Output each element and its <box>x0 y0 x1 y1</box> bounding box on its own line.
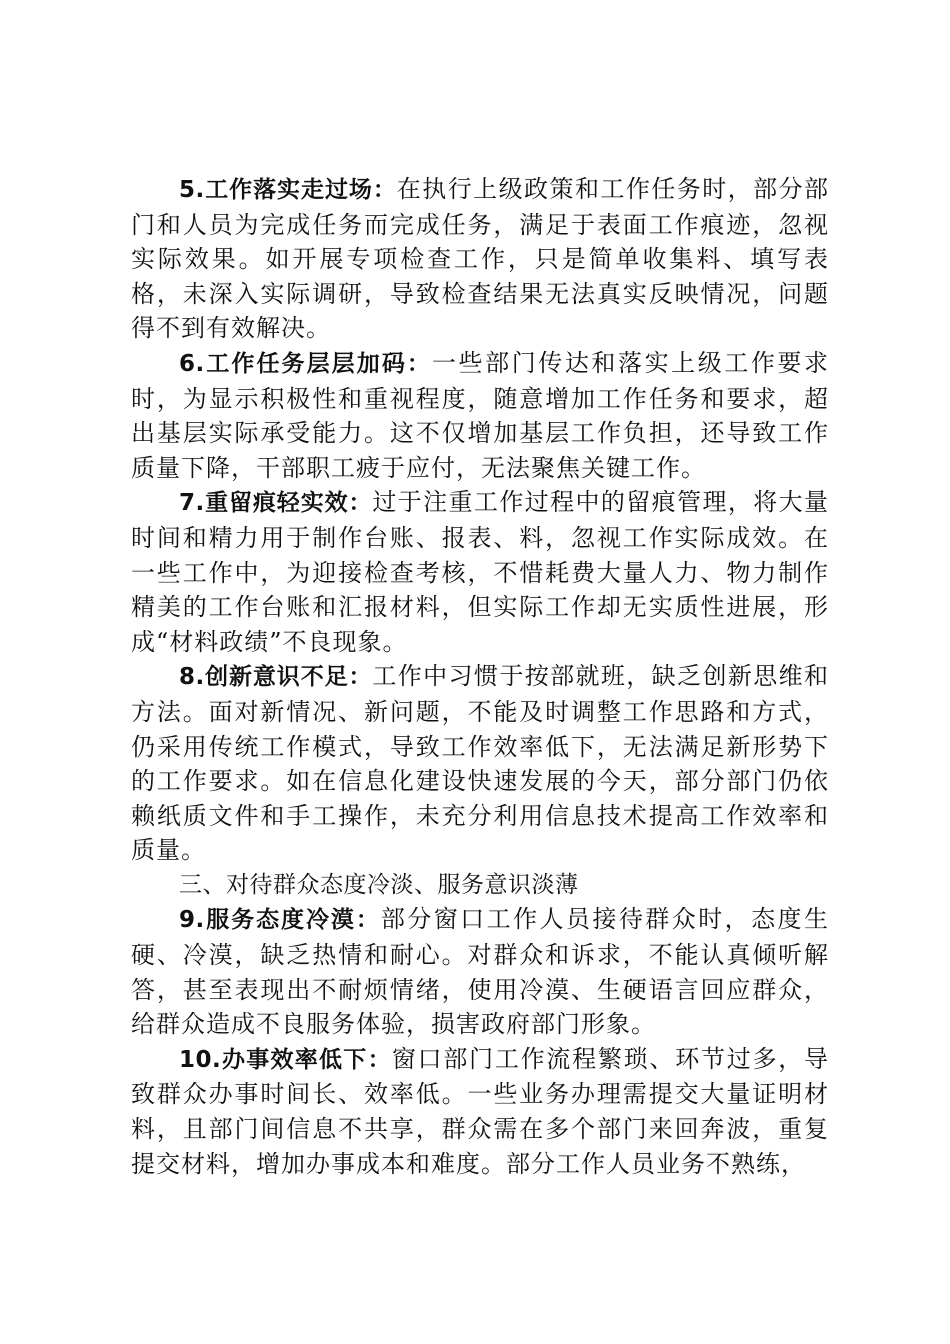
paragraph-item-8 <box>131 659 829 868</box>
item-lead: 7.重留痕轻实效： <box>179 490 373 517</box>
item-body: 一些部门传达和落实上级工作要求时，为显示积极性和重视程度，随意增加工作任务和要求，超出基层实际承受能力。这不仅增加基层工作负担，还导致工作质量下降，干部职工疲于应付，无法聚焦关键工作。 <box>131 348 830 482</box>
section-heading: 三、对待群众态度冷淡、服务意识淡薄 <box>179 871 579 898</box>
item-body: 窗口部门工作流程繁琐、环节过多，导致群众办事时间长、效率低。一些业务办理需提交大量证明材料，且部门间信息不共享，群众需在多个部门来回奔波，重复提交材料，增加办事成本和难度。部分工作人员业务不熟练， <box>131 1044 829 1178</box>
item-lead: 10.办事效率低下： <box>179 1046 392 1073</box>
item-lead: 6.工作任务层层加码： <box>179 350 432 377</box>
item-lead: 9.服务态度冷漠： <box>179 907 381 934</box>
item-body: 工作中习惯于按部就班，缺乏创新思维和方法。面对新情况、新问题，不能及时调整工作思路和方式，仍采用传统工作模式，导致工作效率低下，无法满足新形势下的工作要求。如在信息化建设快速发展的今天，部分部门仍依赖纸质文件和手工操作，未充分利用信息技术提高工作效率和质量。 <box>131 662 830 865</box>
paragraph-item-10 <box>131 1042 829 1181</box>
document-body <box>131 172 829 1181</box>
paragraph-item-9 <box>131 902 829 1041</box>
item-body: 过于注重工作过程中的留痕管理，将大量时间和精力用于制作台账、报表、料，忽视工作实际成效。在一些工作中，为迎接检查考核，不惜耗费大量人力、物力制作精美的工作台账和汇报材料，但实际工作却无实质性进展，形成“材料政绩”不良现象。 <box>131 488 830 656</box>
paragraph-item-7 <box>131 485 829 659</box>
paragraph-item-6 <box>131 346 829 485</box>
item-body: 在执行上级政策和工作任务时，部分部门和人员为完成任务而完成任务，满足于表面工作痕迹，忽视实际效果。如开展专项检查工作，只是简单收集料、填写表格，未深入实际调研，导致检查结果无法真实反映情况，问题得不到有效解决。 <box>131 175 829 343</box>
item-lead: 8.创新意识不足： <box>179 664 373 691</box>
item-body: 部分窗口工作人员接待群众时，态度生硬、冷漠，缺乏热情和耐心。对群众和诉求，不能认真倾听解答，甚至表现出不耐烦情绪，使用冷漠、生硬语言回应群众，给群众造成不良服务体验，损害政府部门形象。 <box>131 905 829 1039</box>
item-lead: 5.工作落实走过场： <box>179 177 397 203</box>
paragraph-item-5 <box>131 172 829 346</box>
